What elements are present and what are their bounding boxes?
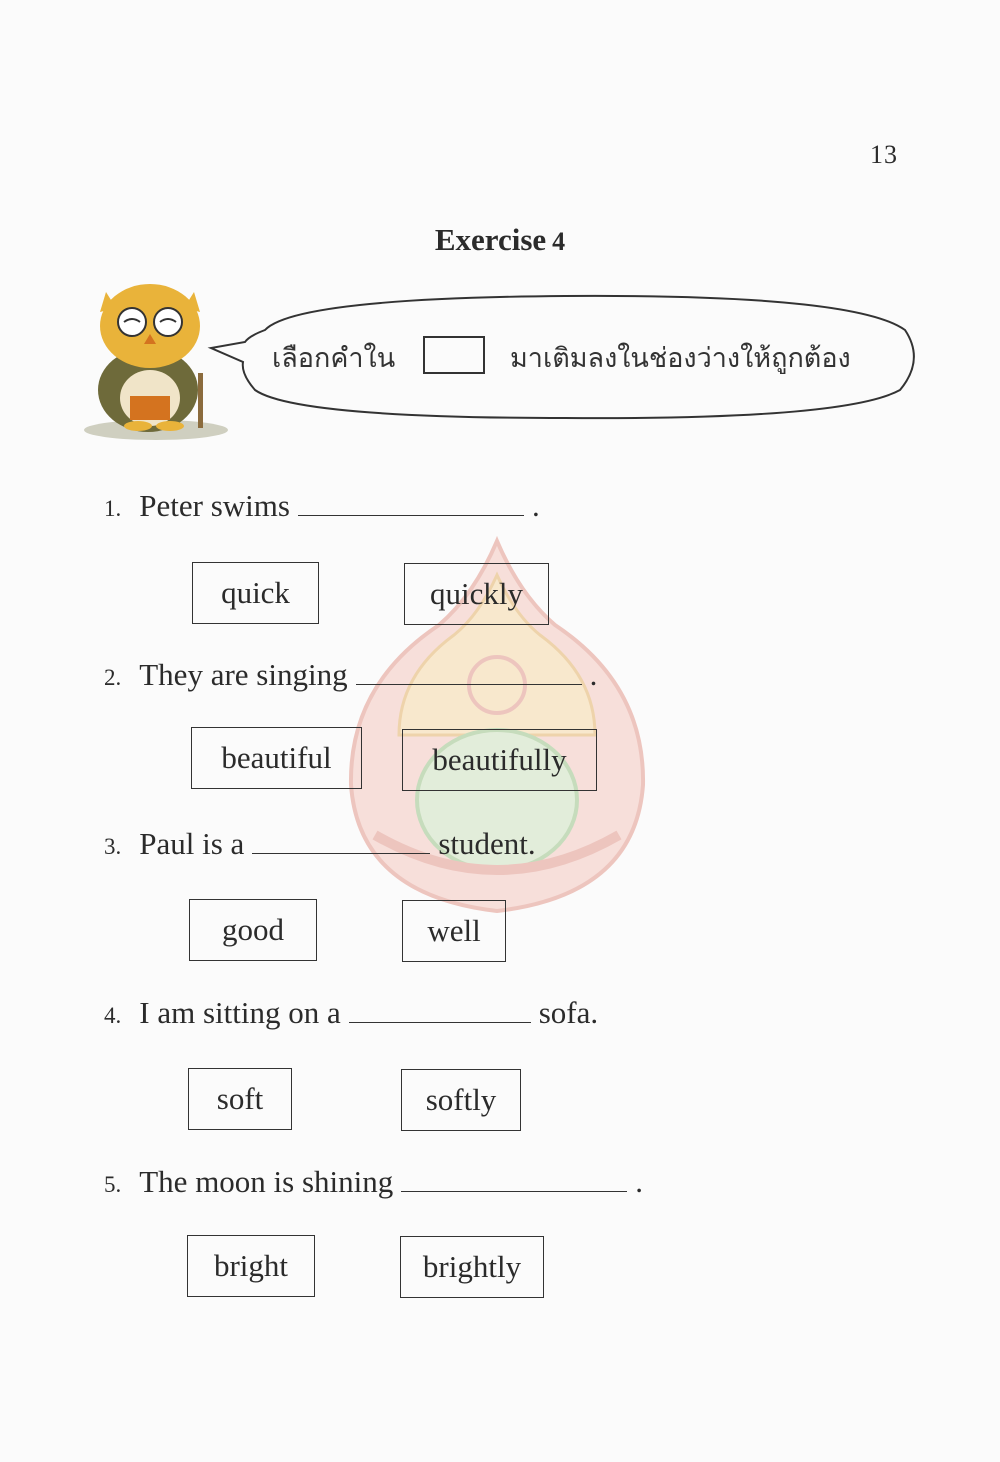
option-bright[interactable]: bright xyxy=(187,1235,315,1297)
question-ending: . xyxy=(635,1164,644,1199)
option-soft[interactable]: soft xyxy=(188,1068,292,1130)
option-brightly[interactable]: brightly xyxy=(400,1236,544,1298)
exercise-title xyxy=(0,222,1000,258)
question-number: 3. xyxy=(104,834,122,859)
question-2 xyxy=(104,657,597,693)
question-number: 4. xyxy=(104,1003,122,1028)
question-text: Peter swims xyxy=(139,488,290,523)
option-beautifully[interactable]: beautifully xyxy=(402,729,597,791)
question-number: 1. xyxy=(104,496,122,521)
exercise-title-text: Exercise xyxy=(434,222,547,257)
option-beautiful[interactable]: beautiful xyxy=(191,727,362,789)
answer-blank[interactable] xyxy=(356,660,582,685)
question-number: 2. xyxy=(104,665,122,690)
exercise-number: 4 xyxy=(552,227,566,256)
answer-blank[interactable] xyxy=(401,1167,627,1192)
question-4 xyxy=(104,995,598,1031)
question-3 xyxy=(104,826,536,862)
option-quickly[interactable]: quickly xyxy=(404,563,549,625)
question-text: They are singing xyxy=(139,657,348,692)
instruction-text-before: เลือกคำใน xyxy=(272,343,396,374)
question-text: The moon is shining xyxy=(139,1164,394,1199)
question-1 xyxy=(104,488,540,524)
page-number: 13 xyxy=(870,140,898,169)
instruction-text-after: มาเติมลงในช่องว่างให้ถูกต้อง xyxy=(510,343,851,374)
answer-blank[interactable] xyxy=(252,829,430,854)
question-number: 5. xyxy=(104,1172,122,1197)
option-quick[interactable]: quick xyxy=(192,562,319,624)
question-text: Paul is a xyxy=(139,826,245,861)
option-well[interactable]: well xyxy=(402,900,506,962)
option-softly[interactable]: softly xyxy=(401,1069,521,1131)
question-ending: student. xyxy=(438,826,536,861)
question-ending: . xyxy=(589,657,598,692)
question-5 xyxy=(104,1164,643,1200)
question-text: I am sitting on a xyxy=(139,995,341,1030)
instruction-box xyxy=(423,336,485,374)
question-ending: . xyxy=(531,488,540,523)
option-good[interactable]: good xyxy=(189,899,317,961)
question-ending: sofa. xyxy=(538,995,599,1030)
answer-blank[interactable] xyxy=(298,491,524,516)
answer-blank[interactable] xyxy=(349,998,531,1023)
